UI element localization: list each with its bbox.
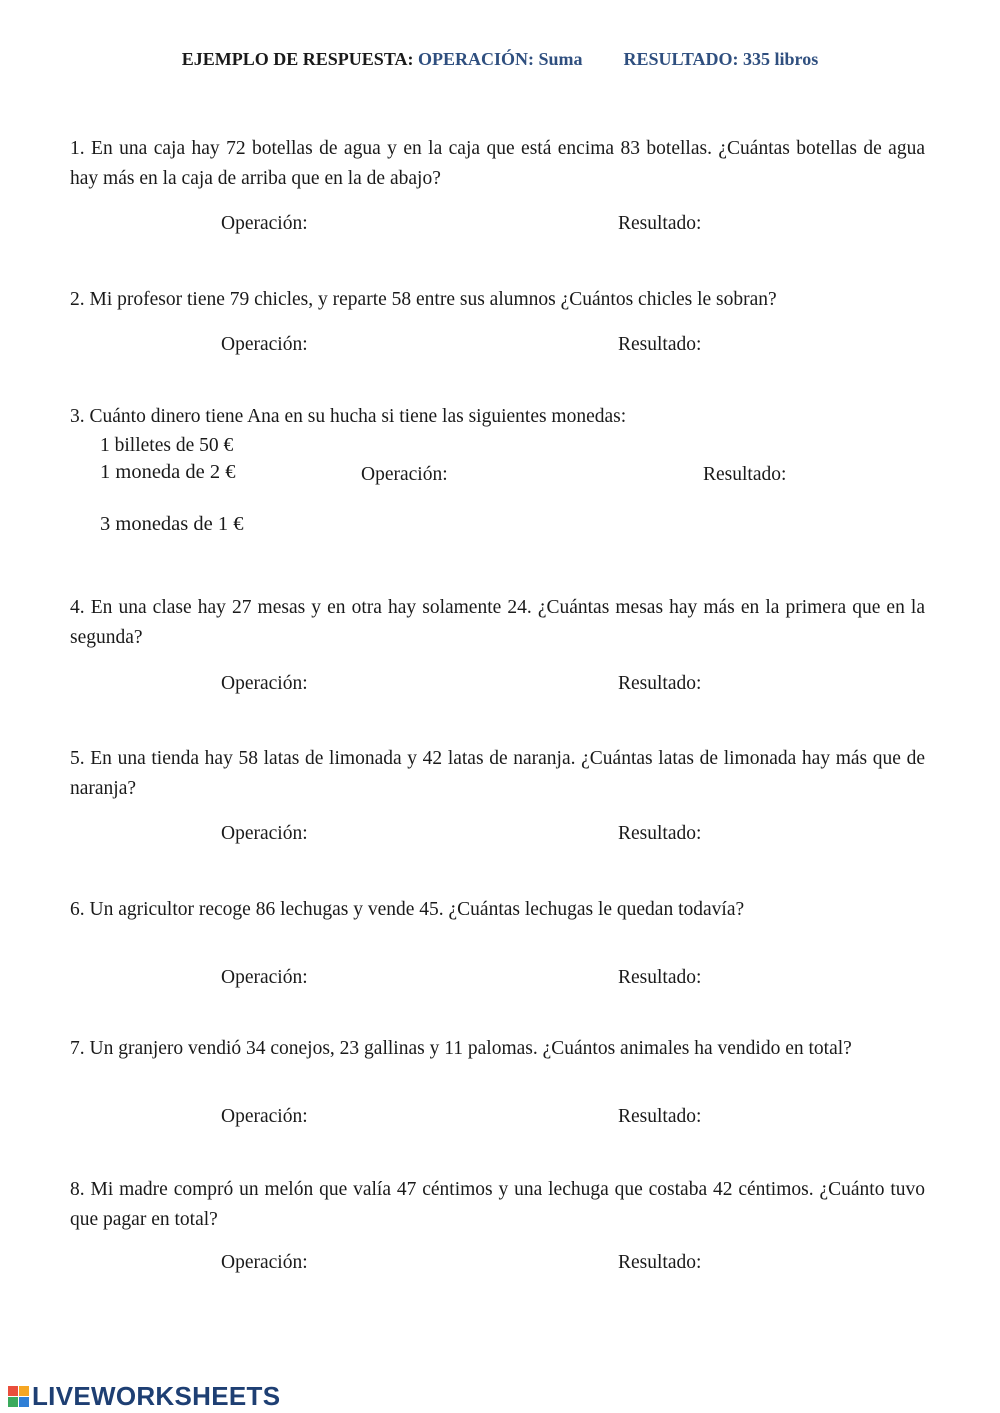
example-colon: : xyxy=(407,49,414,69)
problem-3-operation-label: Operación: xyxy=(361,464,448,485)
problem-8-operation-label: Operación: xyxy=(221,1252,308,1273)
problem-3-item-coin-1: 3 monedas de 1 € xyxy=(100,513,244,535)
problem-1-result-label: Resultado: xyxy=(618,213,702,234)
liveworksheets-brand: LIVEWORKSHEETS xyxy=(32,1381,281,1411)
problem-6-operation-label: Operación: xyxy=(221,967,308,988)
liveworksheets-logo-icon xyxy=(8,1386,29,1407)
problem-6-result-label: Resultado: xyxy=(618,967,702,988)
problem-2-operation-label: Operación: xyxy=(221,334,308,355)
problem-3-item-bill: 1 billetes de 50 € xyxy=(100,435,234,456)
problem-8-result-label: Resultado: xyxy=(618,1252,702,1273)
problem-5-operation-label: Operación: xyxy=(221,823,308,844)
problem-3-result-label: Resultado: xyxy=(703,464,787,485)
problem-5-result-label: Resultado: xyxy=(618,823,702,844)
problem-1-operation-label: Operación: xyxy=(221,213,308,234)
problem-3-text: 3. Cuánto dinero tiene Ana en su hucha si tiene las siguientes monedas: xyxy=(70,406,627,427)
example-result: RESULTADO: 335 libros xyxy=(623,49,819,69)
problem-2-text: 2. Mi profesor tiene 79 chicles, y reparte 58 entre sus alumnos ¿Cuántos chicles le sobran? xyxy=(70,289,777,310)
problem-1-text: 1. En una caja hay 72 botellas de agua y en la caja que está encima 83 botellas. ¿Cuántas botellas de agua hay más en la caja de arriba que en la de abajo? xyxy=(70,138,925,189)
problem-4-text: 4. En una clase hay 27 mesas y en otra hay solamente 24. ¿Cuántas mesas hay más en la primera que en la segunda? xyxy=(70,597,925,648)
logo-square-1 xyxy=(8,1386,18,1396)
logo-square-2 xyxy=(19,1386,29,1396)
problem-5-text: 5. En una tienda hay 58 latas de limonada y 42 latas de naranja. ¿Cuántas latas de limonada hay más que de naranja? xyxy=(70,748,925,799)
problem-4-result-label: Resultado: xyxy=(618,673,702,694)
liveworksheets-logo[interactable] xyxy=(8,1381,280,1412)
logo-square-4 xyxy=(19,1397,29,1407)
example-answer-header xyxy=(0,49,1000,70)
problem-7-result-label: Resultado: xyxy=(618,1106,702,1127)
problem-6-text: 6. Un agricultor recoge 86 lechugas y vende 45. ¿Cuántas lechugas le quedan todavía? xyxy=(70,899,745,920)
example-operation: OPERACIÓN: Suma xyxy=(417,49,583,69)
example-label: EJEMPLO DE RESPUESTA xyxy=(181,49,408,69)
problem-7-operation-label: Operación: xyxy=(221,1106,308,1127)
logo-square-3 xyxy=(8,1397,18,1407)
problem-8-text: 8. Mi madre compró un melón que valía 47 céntimos y una lechuga que costaba 42 céntimos. ¿Cuánto tuvo que pagar en total? xyxy=(70,1179,925,1230)
problem-2-result-label: Resultado: xyxy=(618,334,702,355)
problem-4-operation-label: Operación: xyxy=(221,673,308,694)
problem-3-item-coin-2: 1 moneda de 2 € xyxy=(100,461,236,483)
problem-7-text: 7. Un granjero vendió 34 conejos, 23 gallinas y 11 palomas. ¿Cuántos animales ha vendido en total? xyxy=(70,1038,852,1059)
